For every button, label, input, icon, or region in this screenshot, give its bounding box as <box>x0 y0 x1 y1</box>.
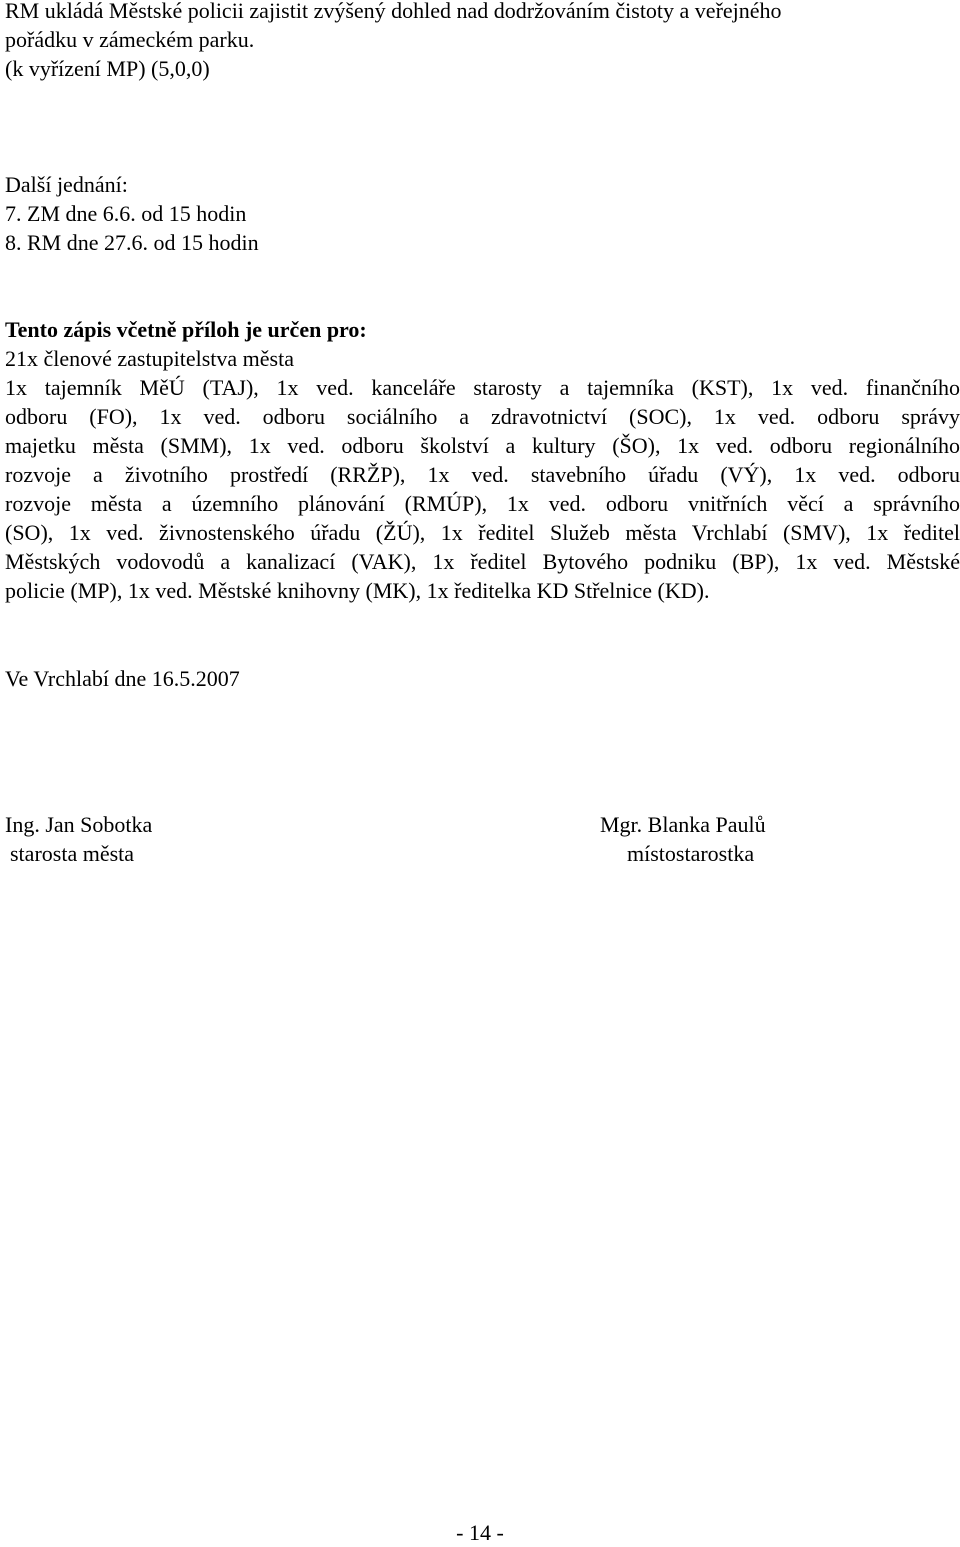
distribution-line-5: rozvoje města a územního plánování (RMÚP), 1x ved. odboru vnitřních věcí a správního <box>5 491 960 516</box>
distribution-line-1: 1x tajemník MěÚ (TAJ), 1x ved. kanceláře starosty a tajemníka (KST), 1x ved. finančního <box>5 375 960 400</box>
distribution-line-3: majetku města (SMM), 1x ved. odboru školství a kultury (ŠO), 1x ved. odboru regionálního <box>5 433 960 458</box>
resolution-line-3: (k vyřízení MP) (5,0,0) <box>5 56 210 81</box>
distribution-line-6: (SO), 1x ved. živnostenského úřadu (ŽÚ), 1x ředitel Služeb města Vrchlabí (SMV), 1x ředitel <box>5 520 960 545</box>
distribution-line-7: Městských vodovodů a kanalizací (VAK), 1x ředitel Bytového podniku (BP), 1x ved. Městské <box>5 549 960 574</box>
signature-left-name: Ing. Jan Sobotka <box>5 812 153 837</box>
resolution-line-2: pořádku v zámeckém parku. <box>5 27 255 52</box>
distribution-line-4: rozvoje a životního prostředí (RRŽP), 1x ved. stavebního úřadu (VÝ), 1x ved. odboru <box>5 462 960 487</box>
distribution-line-2: odboru (FO), 1x ved. odboru sociálního a zdravotnictví (SOC), 1x ved. odboru správy <box>5 404 960 429</box>
next-meeting-item-1: 7. ZM dne 6.6. od 15 hodin <box>5 201 247 226</box>
next-meetings-heading: Další jednání: <box>5 172 128 197</box>
signature-right-role: místostarostka <box>627 841 755 866</box>
distribution-heading: Tento zápis včetně příloh je určen pro: <box>5 317 367 342</box>
distribution-first-line: 21x členové zastupitelstva města <box>5 346 294 371</box>
signature-right-name: Mgr. Blanka Paulů <box>600 812 766 837</box>
distribution-last-line: policie (MP), 1x ved. Městské knihovny (MK), 1x ředitelka KD Střelnice (KD). <box>5 578 710 603</box>
next-meeting-item-2: 8. RM dne 27.6. od 15 hodin <box>5 230 259 255</box>
place-and-date: Ve Vrchlabí dne 16.5.2007 <box>5 666 240 691</box>
signature-left-role: starosta města <box>10 841 135 866</box>
resolution-line-1: RM ukládá Městské policii zajistit zvýšený dohled nad dodržováním čistoty a veřejného <box>5 0 782 23</box>
page-number: - 14 - <box>456 1520 504 1545</box>
